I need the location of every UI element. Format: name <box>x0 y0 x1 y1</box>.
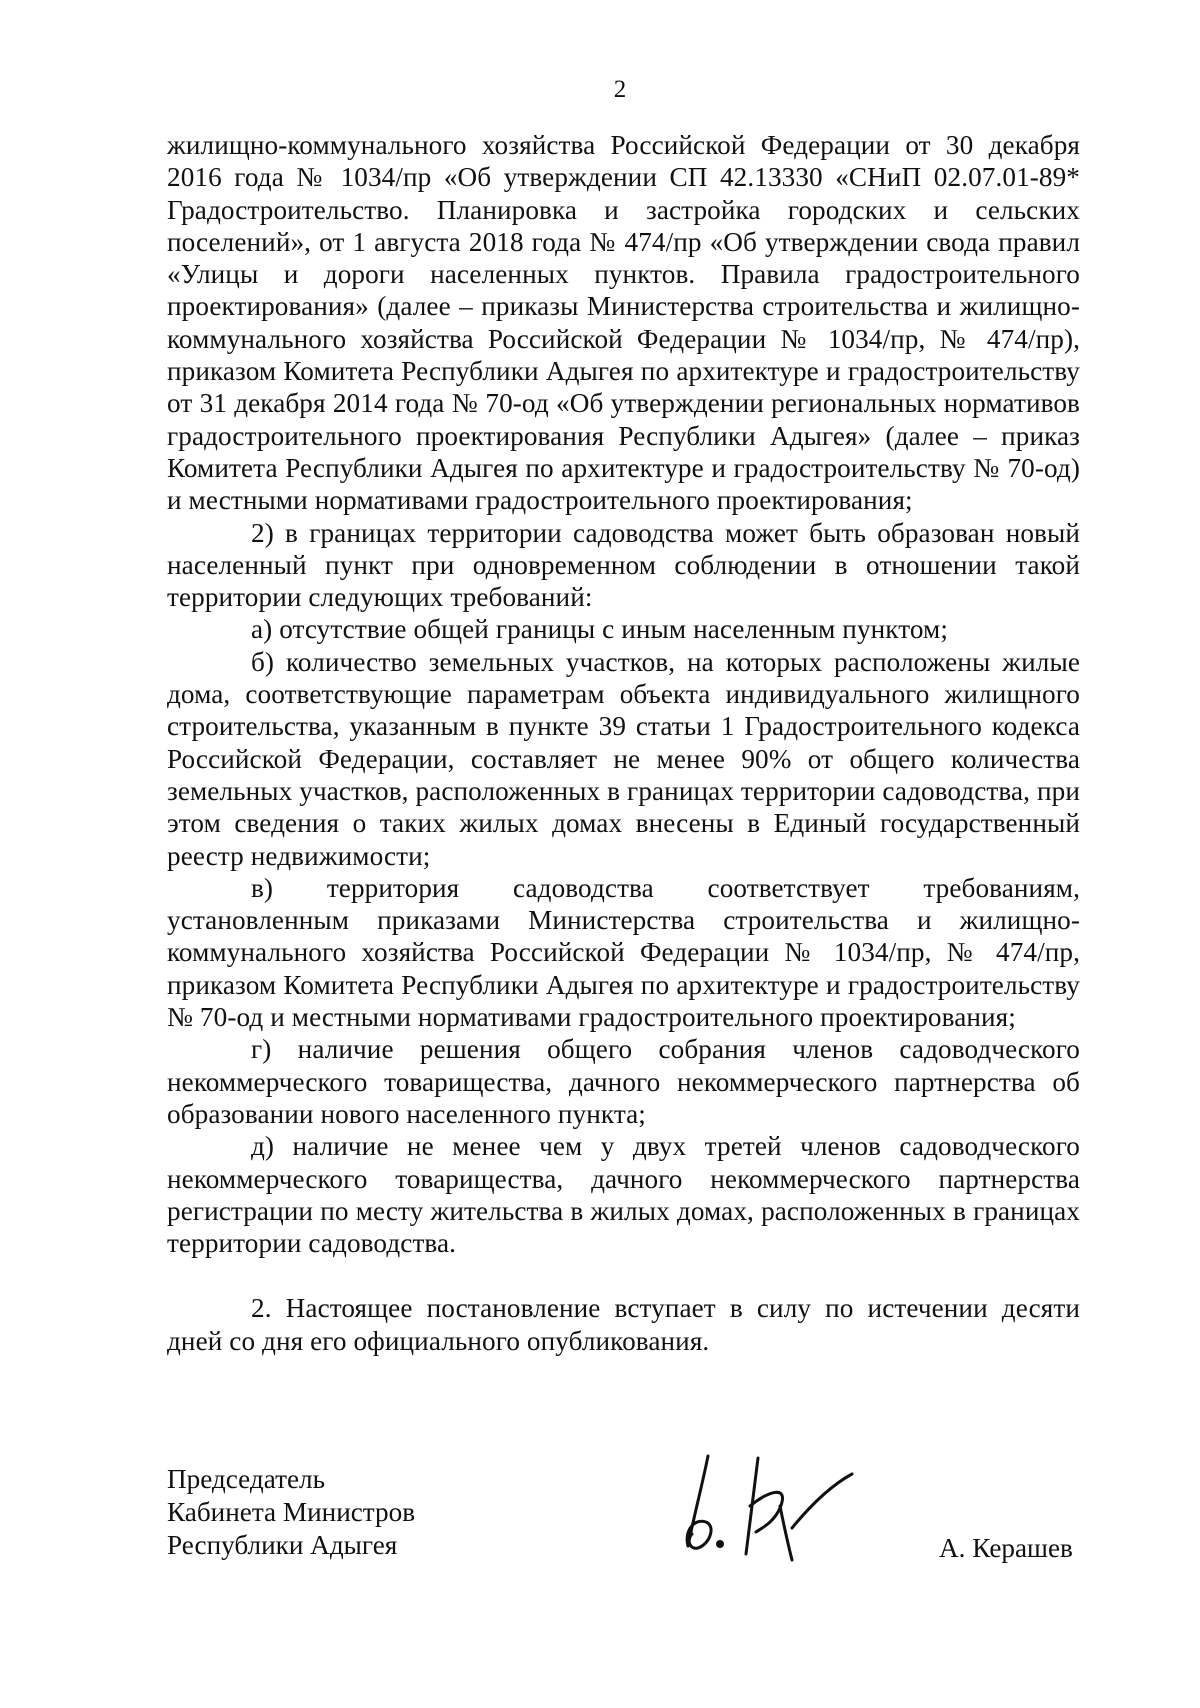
signatory-title-line: Председатель <box>167 1464 325 1494</box>
paragraph-subitem-b: б) количество земельных участков, на которых расположены жилые дома, соответствующие параметрам объекта индивидуального жилищного строительства, указанным в пункте 39 статьи 1 Градостроительного кодекса Российской Федерации, составляет не менее 90% от общего количества земельных участков, расположенных в границах территории садоводства, при этом сведения о таких жилых домах внесены в Единый государственный реестр недвижимости; <box>167 646 1080 871</box>
paragraph-subitem-v: в) территория садоводства соответствует требованиям, установленным приказами Министерства строительства и жилищно-коммунального хозяйства Российской Федерации № 1034/пр, № 474/пр, приказом Комитета Республики Адыгея по архитектуре и градостроительству № 70-од и местными нормативами градостроительного проектирования; <box>167 872 1080 1033</box>
page-number: 2 <box>613 76 627 103</box>
signatory-title <box>167 1463 415 1562</box>
paragraph-subitem-g: г) наличие решения общего собрания членов садоводческого некоммерческого товарищества, дачного некоммерческого партнерства об образовании нового населенного пункта; <box>167 1034 1080 1129</box>
paragraph-subitem-a: а) отсутствие общей границы с иным населенным пунктом; <box>251 614 948 645</box>
paragraph-effective-date: 2. Настоящее постановление вступает в силу по истечении десяти дней со дня его официального опубликования. <box>167 1293 1080 1356</box>
document-body <box>167 129 1080 1357</box>
signatory-title-line: Республики Адыгея <box>167 1530 398 1560</box>
paragraph-continuation: жилищно-коммунального хозяйства Российской Федерации от 30 декабря 2016 года № 1034/пр «Об утверждении СП 42.13330 «СНиП 02.07.01-89* Градостроительство. Планировка и застройка городских и сельских поселений», от 1 августа 2018 года № 474/пр «Об утверждении свода правил «Улицы и дороги населенных пунктов. Правила градостроительного проектирования» (далее – приказы Министерства строительства и жилищно-коммунального хозяйства Российской Федерации № 1034/пр, № 474/пр), приказом Комитета Республики Адыгея по архитектуре и градостроительству от 31 декабря 2014 года № 70-од «Об утверждении региональных нормативов градостроительного проектирования Республики Адыгея» (далее – приказ Комитета Республики Адыгея по архитектуре и градостроительству № 70-од) и местными нормативами градостроительного проектирования; <box>167 130 1080 516</box>
handwritten-signature <box>680 1436 880 1566</box>
paragraph-item-2: 2) в границах территории садоводства может быть образован новый населенный пункт при одновременном соблюдении в отношении такой территории следующих требований: <box>167 517 1080 613</box>
signatory-title-line: Кабинета Министров <box>167 1497 416 1527</box>
signatory-name: А. Керашев <box>939 1533 1073 1563</box>
paragraph-subitem-d: д) наличие не менее чем у двух третей членов садоводческого некоммерческого товарищества, дачного некоммерческого партнерства регистрации по месту жительства в жилых домах, расположенных в границах территории садоводства. <box>167 1131 1080 1259</box>
